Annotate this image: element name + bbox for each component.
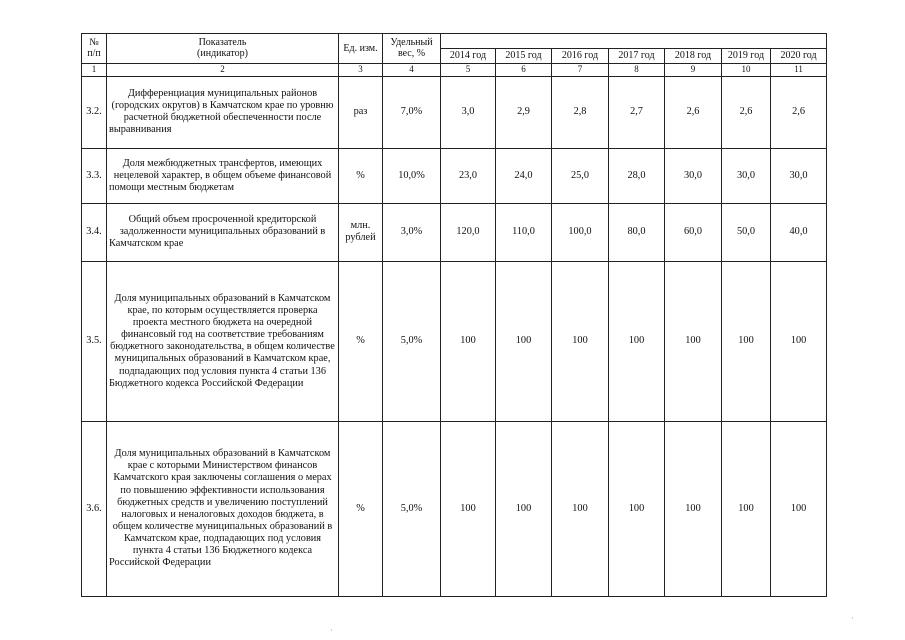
- row-value-2020: 100: [771, 261, 827, 421]
- row-value-2019: 30,0: [722, 148, 771, 203]
- row-indicator: Доля межбюджетных трансфертов, имеющих нецелевой характер, в общем объеме финансовой помощи местным бюджетам: [107, 148, 339, 203]
- header-weight-line1: Удельный: [390, 36, 433, 48]
- row-weight: 3,0%: [383, 203, 441, 261]
- header-indicator-line1: Показатель: [198, 36, 247, 48]
- row-value-2017: 100: [609, 421, 665, 596]
- row-value-2014: 100: [441, 421, 496, 596]
- row-value-2015: 24,0: [496, 148, 552, 203]
- header-number: [82, 34, 107, 64]
- row-value-2017: 100: [609, 261, 665, 421]
- row-value-2014: 23,0: [441, 148, 496, 203]
- table-row: [82, 421, 827, 596]
- row-number: 3.4.: [82, 203, 107, 261]
- column-number: 6: [496, 63, 552, 76]
- row-number: 3.6.: [82, 421, 107, 596]
- row-value-2017: 2,7: [609, 76, 665, 148]
- table-header-row: [82, 34, 827, 49]
- row-value-2015: 2,9: [496, 76, 552, 148]
- header-years-group: [441, 34, 827, 49]
- row-value-2016: 100,0: [552, 203, 609, 261]
- header-indicator-line2: (индикатор): [197, 48, 248, 60]
- row-indicator: Дифференциация муниципальных районов (городских округов) в Камчатском крае по уровню расчетной бюджетной обеспеченности после выравнивания: [107, 76, 339, 148]
- header-year: 2016 год: [552, 49, 609, 64]
- row-weight: 5,0%: [383, 261, 441, 421]
- row-value-2015: 110,0: [496, 203, 552, 261]
- row-value-2018: 30,0: [665, 148, 722, 203]
- row-number: 3.5.: [82, 261, 107, 421]
- scan-artifact-mark: ·: [330, 626, 333, 635]
- header-weight-line2: вес, %: [397, 48, 426, 60]
- row-indicator: Доля муниципальных образований в Камчатском крае, по которым осуществляется проверка проекта местного бюджета на очередной финансовый год на соответствие требованиям бюджетного законодательства, в общем количестве муниципальных образований в Камчатском крае, подпадающих под условия пункта 4 статьи 136 Бюджетного кодекса Российской Федерации: [107, 261, 339, 421]
- header-year: 2019 год: [722, 49, 771, 64]
- row-value-2018: 60,0: [665, 203, 722, 261]
- row-weight: 10,0%: [383, 148, 441, 203]
- row-unit: %: [339, 421, 383, 596]
- row-value-2019: 100: [722, 421, 771, 596]
- column-number: 7: [552, 63, 609, 76]
- row-indicator: Общий объем просроченной кредиторской задолженности муниципальных образований в Камчатском крае: [107, 203, 339, 261]
- header-number-line1: №: [89, 36, 99, 48]
- row-value-2017: 28,0: [609, 148, 665, 203]
- table-row: [82, 76, 827, 148]
- row-value-2019: 50,0: [722, 203, 771, 261]
- row-weight: 7,0%: [383, 76, 441, 148]
- header-year: 2017 год: [609, 49, 665, 64]
- header-unit: Ед. изм.: [339, 34, 383, 64]
- row-value-2015: 100: [496, 261, 552, 421]
- header-weight: [383, 34, 441, 64]
- header-year: 2015 год: [496, 49, 552, 64]
- column-number: 1: [82, 63, 107, 76]
- row-unit: млн. рублей: [339, 203, 383, 261]
- row-value-2020: 30,0: [771, 148, 827, 203]
- row-value-2018: 100: [665, 261, 722, 421]
- row-value-2014: 100: [441, 261, 496, 421]
- row-indicator: Доля муниципальных образований в Камчатском крае с которыми Министерством финансов Камчатского края заключены соглашения о мерах по повышению эффективности использования бюджетных средств и увеличению поступлений налоговых и неналоговых доходов бюджета, в общем количестве муниципальных образований в Камчатском крае, подпадающих под условия пункта 4 статьи 136 Бюджетного кодекса Российской Федерации: [107, 421, 339, 596]
- row-value-2016: 100: [552, 261, 609, 421]
- column-number: 8: [609, 63, 665, 76]
- header-year: 2018 год: [665, 49, 722, 64]
- row-weight: 5,0%: [383, 421, 441, 596]
- column-number: 5: [441, 63, 496, 76]
- row-value-2019: 100: [722, 261, 771, 421]
- scan-artifact-mark: ·: [851, 614, 854, 623]
- row-value-2016: 2,8: [552, 76, 609, 148]
- row-value-2020: 100: [771, 421, 827, 596]
- row-value-2014: 120,0: [441, 203, 496, 261]
- row-value-2016: 25,0: [552, 148, 609, 203]
- header-indicator: [107, 34, 339, 64]
- header-year: 2020 год: [771, 49, 827, 64]
- row-number: 3.3.: [82, 148, 107, 203]
- row-value-2016: 100: [552, 421, 609, 596]
- indicators-table: [81, 33, 827, 597]
- row-value-2019: 2,6: [722, 76, 771, 148]
- row-unit: %: [339, 261, 383, 421]
- row-value-2015: 100: [496, 421, 552, 596]
- row-value-2018: 100: [665, 421, 722, 596]
- row-value-2018: 2,6: [665, 76, 722, 148]
- row-value-2014: 3,0: [441, 76, 496, 148]
- table-row: [82, 261, 827, 421]
- header-year: 2014 год: [441, 49, 496, 64]
- column-number: 9: [665, 63, 722, 76]
- column-number: 11: [771, 63, 827, 76]
- column-numbers-row: [82, 63, 827, 76]
- row-value-2017: 80,0: [609, 203, 665, 261]
- column-number: 3: [339, 63, 383, 76]
- table-row: [82, 203, 827, 261]
- column-number: 4: [383, 63, 441, 76]
- column-number: 10: [722, 63, 771, 76]
- row-value-2020: 2,6: [771, 76, 827, 148]
- row-unit: %: [339, 148, 383, 203]
- column-number: 2: [107, 63, 339, 76]
- table-row: [82, 148, 827, 203]
- row-number: 3.2.: [82, 76, 107, 148]
- header-number-line2: п/п: [87, 48, 101, 60]
- row-unit: раз: [339, 76, 383, 148]
- row-value-2020: 40,0: [771, 203, 827, 261]
